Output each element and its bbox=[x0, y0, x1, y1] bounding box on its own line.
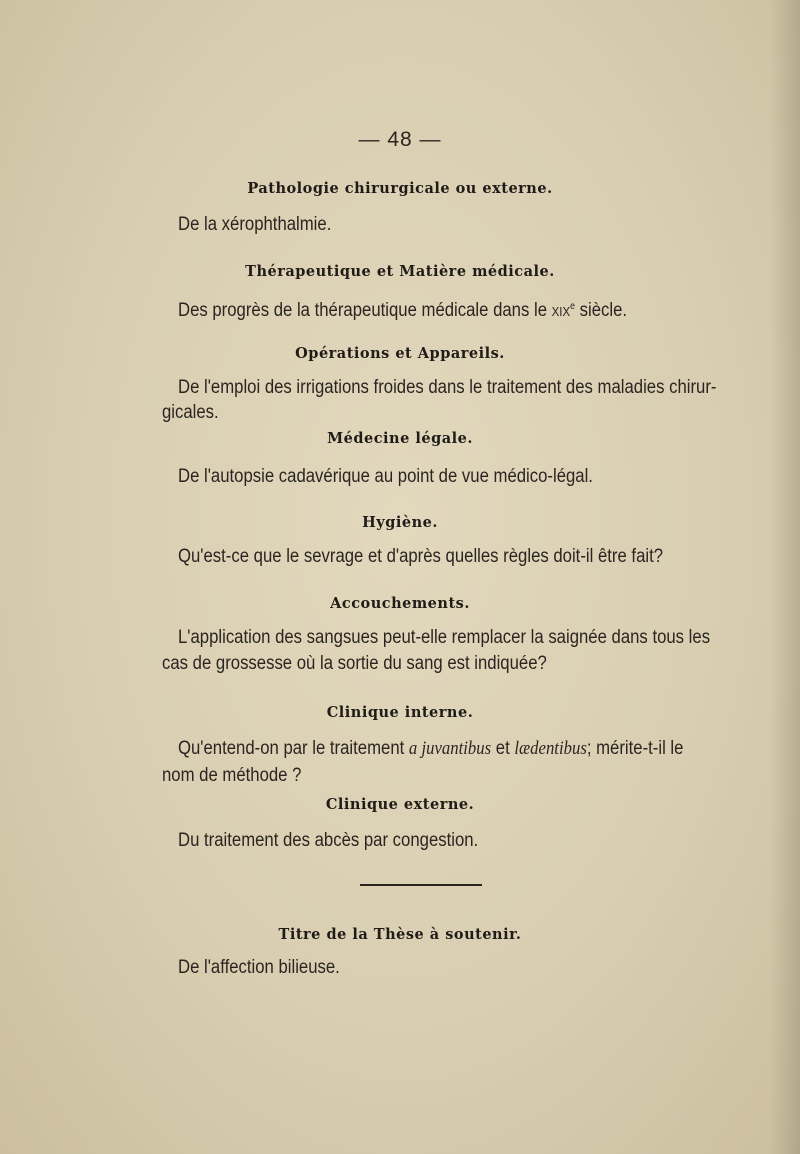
section-text-operations-line2: gicales. bbox=[162, 402, 219, 423]
section-text-clinique-interne-line1 bbox=[178, 736, 683, 761]
section-heading-hygiene: Hygiène. bbox=[362, 514, 438, 531]
superscript: e bbox=[570, 301, 576, 312]
page-edge-shadow bbox=[770, 0, 800, 1154]
section-heading-therapeutique: Thérapeutique et Matière médicale. bbox=[245, 263, 555, 280]
century-numeral: xix bbox=[551, 300, 571, 321]
section-text-clinique-interne-line2: nom de méthode ? bbox=[162, 765, 302, 786]
text-segment: siècle. bbox=[575, 300, 628, 321]
italic-term: a juvantibus bbox=[408, 738, 492, 759]
section-text-clinique-externe: Du traitement des abcès par congestion. bbox=[178, 830, 479, 851]
text-segment: Qu'entend-on par le traitement bbox=[178, 738, 409, 759]
thesis-text: De l'affection bilieuse. bbox=[178, 957, 340, 978]
section-heading-operations: Opérations et Appareils. bbox=[295, 345, 505, 362]
text-segment: Des progrès de la thérapeutique médicale dans le bbox=[178, 300, 552, 321]
section-heading-medecine-legale: Médecine légale. bbox=[327, 430, 473, 447]
section-text-pathologie: De la xérophthalmie. bbox=[178, 214, 332, 235]
section-text-medecine-legale: De l'autopsie cadavérique au point de vue médico-légal. bbox=[178, 466, 593, 487]
divider-rule bbox=[360, 884, 482, 886]
section-text-accouchements-line1: L'application des sangsues peut-elle remplacer la saignée dans tous les bbox=[178, 627, 711, 648]
section-heading-pathologie: Pathologie chirurgicale ou externe. bbox=[247, 180, 553, 197]
section-heading-accouchements: Accouchements. bbox=[330, 595, 470, 612]
text-segment: et bbox=[491, 738, 515, 759]
section-text-therapeutique bbox=[178, 294, 627, 323]
section-heading-clinique-externe: Clinique externe. bbox=[325, 796, 475, 813]
page-number: — 48 — bbox=[358, 128, 442, 151]
text-segment: ; mérite-t-il le bbox=[586, 738, 684, 759]
italic-term: lædentibus bbox=[514, 738, 587, 759]
section-heading-clinique-interne: Clinique interne. bbox=[326, 704, 474, 721]
thesis-heading: Titre de la Thèse à soutenir. bbox=[278, 926, 522, 943]
section-text-hygiene: Qu'est-ce que le sevrage et d'après quelles règles doit-il être fait? bbox=[178, 546, 664, 567]
section-text-operations-line1: De l'emploi des irrigations froides dans le traitement des maladies chirur- bbox=[178, 377, 717, 398]
section-text-accouchements-line2: cas de grossesse où la sortie du sang est indiquée? bbox=[162, 653, 547, 674]
